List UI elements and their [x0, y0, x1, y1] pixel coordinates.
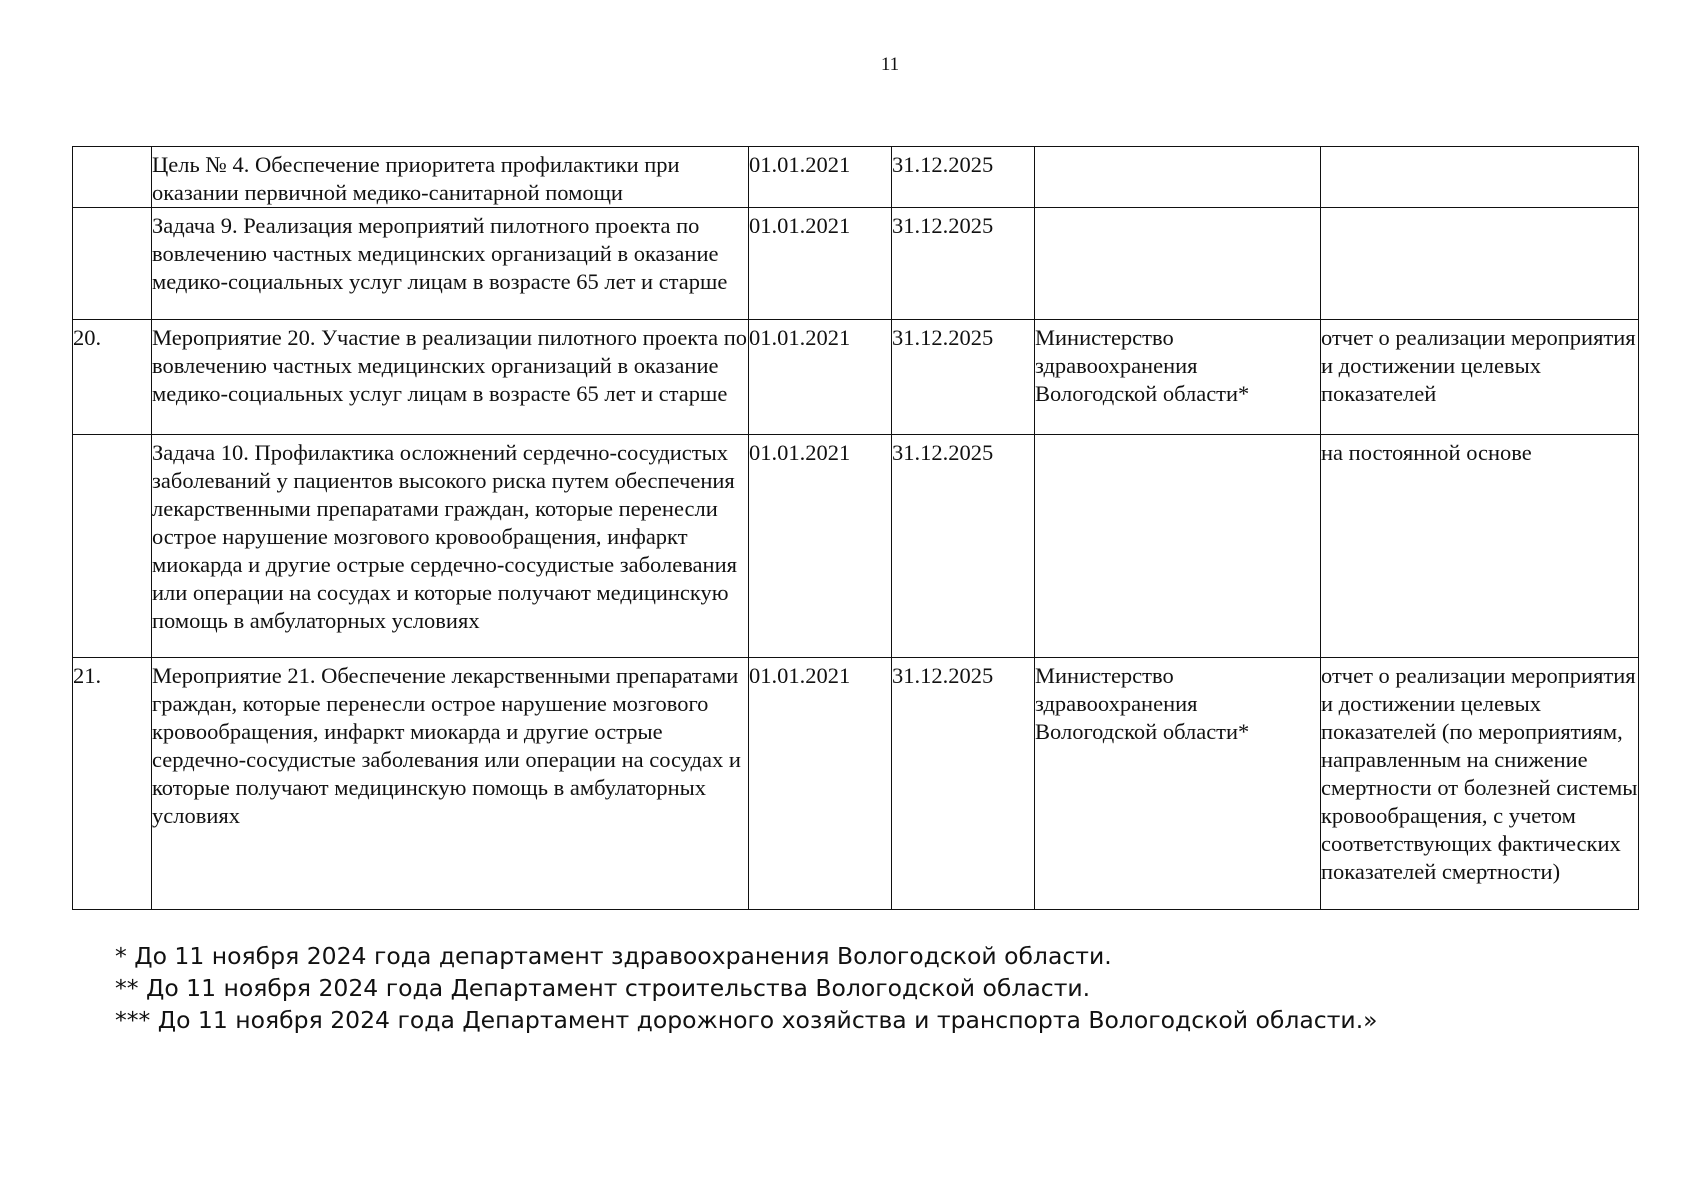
- row-executor-cell: Министерство здравоохранения Вологодской области*: [1035, 658, 1321, 910]
- footnote: * До 11 ноября 2024 года департамент здравоохранения Вологодской области.: [115, 942, 1112, 970]
- footnote: *** До 11 ноября 2024 года Департамент дорожного хозяйства и транспорта Вологодской области.»: [115, 1006, 1378, 1034]
- table-row: [73, 147, 1639, 208]
- row-number-cell: 20.: [73, 320, 152, 435]
- footnote: ** До 11 ноября 2024 года Департамент строительства Вологодской области.: [115, 974, 1091, 1002]
- activities-table: [72, 146, 1639, 910]
- table-row: [73, 208, 1639, 320]
- row-name-cell: Мероприятие 21. Обеспечение лекарственными препаратами граждан, которые перенесли острое нарушение мозгового кровообращения, инфаркт миокарда и другие острые сердечно-сосудистые заболевания или операции на сосудах и которые получают медицинскую помощь в амбулаторных условиях: [152, 658, 749, 910]
- row-executor-cell: Министерство здравоохранения Вологодской области*: [1035, 320, 1321, 435]
- row-end-date-cell: 31.12.2025: [892, 435, 1035, 658]
- row-name-cell: Мероприятие 20. Участие в реализации пилотного проекта по вовлечению частных медицинских организаций в оказание медико-социальных услуг лицам в возрасте 65 лет и старше: [152, 320, 749, 435]
- table-row: [73, 658, 1639, 910]
- row-name-cell: Цель № 4. Обеспечение приоритета профилактики при оказании первичной медико-санитарной помощи: [152, 147, 749, 208]
- row-name-cell: Задача 9. Реализация мероприятий пилотного проекта по вовлечению частных медицинских организаций в оказание медико-социальных услуг лицам в возрасте 65 лет и старше: [152, 208, 749, 320]
- row-number-cell: [73, 435, 152, 658]
- row-start-date-cell: 01.01.2021: [749, 147, 892, 208]
- row-end-date-cell: 31.12.2025: [892, 658, 1035, 910]
- row-result-cell: отчет о реализации мероприятия и достижении целевых показателей (по мероприятиям, направленным на снижение смертности от болезней системы кровообращения, с учетом соответствующих фактических показателей смертности): [1321, 658, 1639, 910]
- row-executor-cell: [1035, 208, 1321, 320]
- row-start-date-cell: 01.01.2021: [749, 435, 892, 658]
- row-result-cell: [1321, 147, 1639, 208]
- table-row: [73, 435, 1639, 658]
- row-result-cell: [1321, 208, 1639, 320]
- row-start-date-cell: 01.01.2021: [749, 658, 892, 910]
- row-number-cell: 21.: [73, 658, 152, 910]
- row-start-date-cell: 01.01.2021: [749, 208, 892, 320]
- row-number-cell: [73, 208, 152, 320]
- footnotes: [115, 940, 1615, 1036]
- table-row: [73, 320, 1639, 435]
- row-end-date-cell: 31.12.2025: [892, 147, 1035, 208]
- row-number-cell: [73, 147, 152, 208]
- page-number: 11: [880, 54, 900, 75]
- row-result-cell: на постоянной основе: [1321, 435, 1639, 658]
- row-name-cell: Задача 10. Профилактика осложнений сердечно-сосудистых заболеваний у пациентов высокого риска путем обеспечения лекарственными препаратами граждан, которые перенесли острое нарушение мозгового кровообращения, инфаркт миокарда и другие острые сердечно-сосудистые заболевания или операции на сосудах и которые получают медицинскую помощь в амбулаторных условиях: [152, 435, 749, 658]
- row-executor-cell: [1035, 435, 1321, 658]
- row-result-cell: отчет о реализации мероприятия и достижении целевых показателей: [1321, 320, 1639, 435]
- row-start-date-cell: 01.01.2021: [749, 320, 892, 435]
- row-end-date-cell: 31.12.2025: [892, 320, 1035, 435]
- row-executor-cell: [1035, 147, 1321, 208]
- row-end-date-cell: 31.12.2025: [892, 208, 1035, 320]
